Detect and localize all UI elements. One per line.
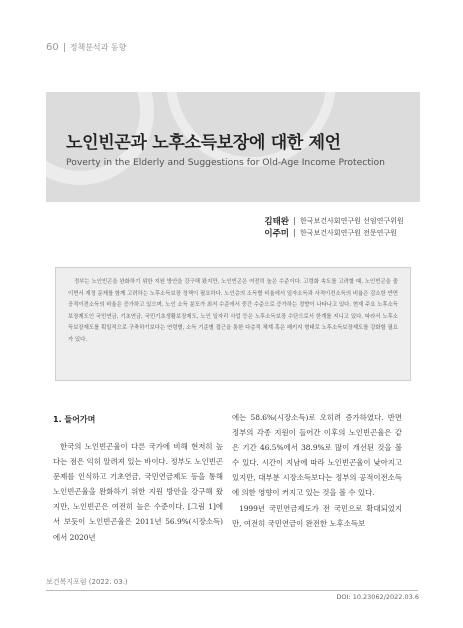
abstract-text: 정부는 노인빈곤을 완화하기 위한 지원 방안을 강구해 왔지만, 노인빈곤은 여전히 높은 수준이다. 고령화 속도를 고려할 때, 노인빈곤을 줄이면서 재정 문제를 함께 고려하는 노후소득보장 정책이 필요하다. 노인층의 소득별 비율에서 일자소득과 사적이전소득의 비율은 감소한 반면 공적이전소득의 비율은 증가하고 있으며, 노인 소득 분포가 최저 수준에서 중간 수준으로 증가하는 경향이 나타나고 있다. 현재 주요 노후소득보장제도인 국민연금, 기초연금, 국민기초생활보장제도, 노인 일자리 사업 등은 노후소득보장 수단으로서 한계를 지니고 있다. 따라서 노후소득보장제도를 획일적으로 구축하기보다는 연령별, 소득 기준별 접근을 통한 다층적 체계 혹은 패키지 형태로 노후소득보장제도를 강화할 필요가 있다. [68,279,398,343]
right-column [232,410,402,531]
doi-label: DOI: 10.23062/2022.03.6 [336,593,419,601]
section-name: 정책분석과 동향 [69,43,127,52]
author-divider [294,217,295,225]
author-name: 이주미 [264,229,289,239]
article-title-english: Poverty in the Elderly and Suggestions for Old-Age Income Protection [66,157,385,168]
abstract-box [55,267,411,381]
left-column [53,410,223,545]
author-divider [294,229,295,237]
footer-divider [46,590,418,591]
body-paragraph: 한국의 노인빈곤율이 다른 국가에 비해 현저히 높다는 점은 익히 알려져 있는 바이다. 정부도 노인빈곤 문제를 인식하고 기초연금, 국민연금제도 등을 통해 노인빈곤율을 완화하기 위한 지원 방안을 강구해 왔지만, 노인빈곤은 여전히 높은 수준이다. [그림 1]에서 보듯이 노인빈곤율은 2011년 56.9%(시장소득)에서 2020년 [53,442,223,542]
author-entry [264,215,408,227]
journal-citation: 보건복지포럼 (2022. 03.) [46,578,128,586]
author-list [264,215,408,239]
section-heading: 1. 들어가며 [53,415,96,424]
running-header [46,42,126,53]
author-name: 김태완 [264,217,289,227]
author-entry [264,227,408,239]
header-divider [64,43,65,52]
body-paragraph: 1999년 국민연금제도가 전 국민으로 확대되었지만, 여전히 국민연금이 완전한 노후소득보 [232,503,402,528]
author-affiliation: 한국보건사회연구원 선임연구위원 [300,217,404,225]
author-affiliation: 한국보건사회연구원 전문연구원 [300,229,397,237]
page-number: 60 [46,42,59,53]
article-title-korean: 노인빈곤과 노후소득보장에 대한 제언 [66,133,341,153]
body-paragraph: 에는 58.6%(시장소득)로 오히려 증가하였다. 반면 정부의 각종 지원이 들어간 이후의 노인빈곤율은 같은 기간 46.5%에서 38.9%로 많이 개선된 것을 볼 수 있다. 시간이 지남에 따라 노인빈곤율이 낮아지고 있지만, 대부분 시장소득보다는 정부의 공적이전소득에 의한 영향이 커지고 있는 것을 볼 수 있다. [232,413,402,498]
